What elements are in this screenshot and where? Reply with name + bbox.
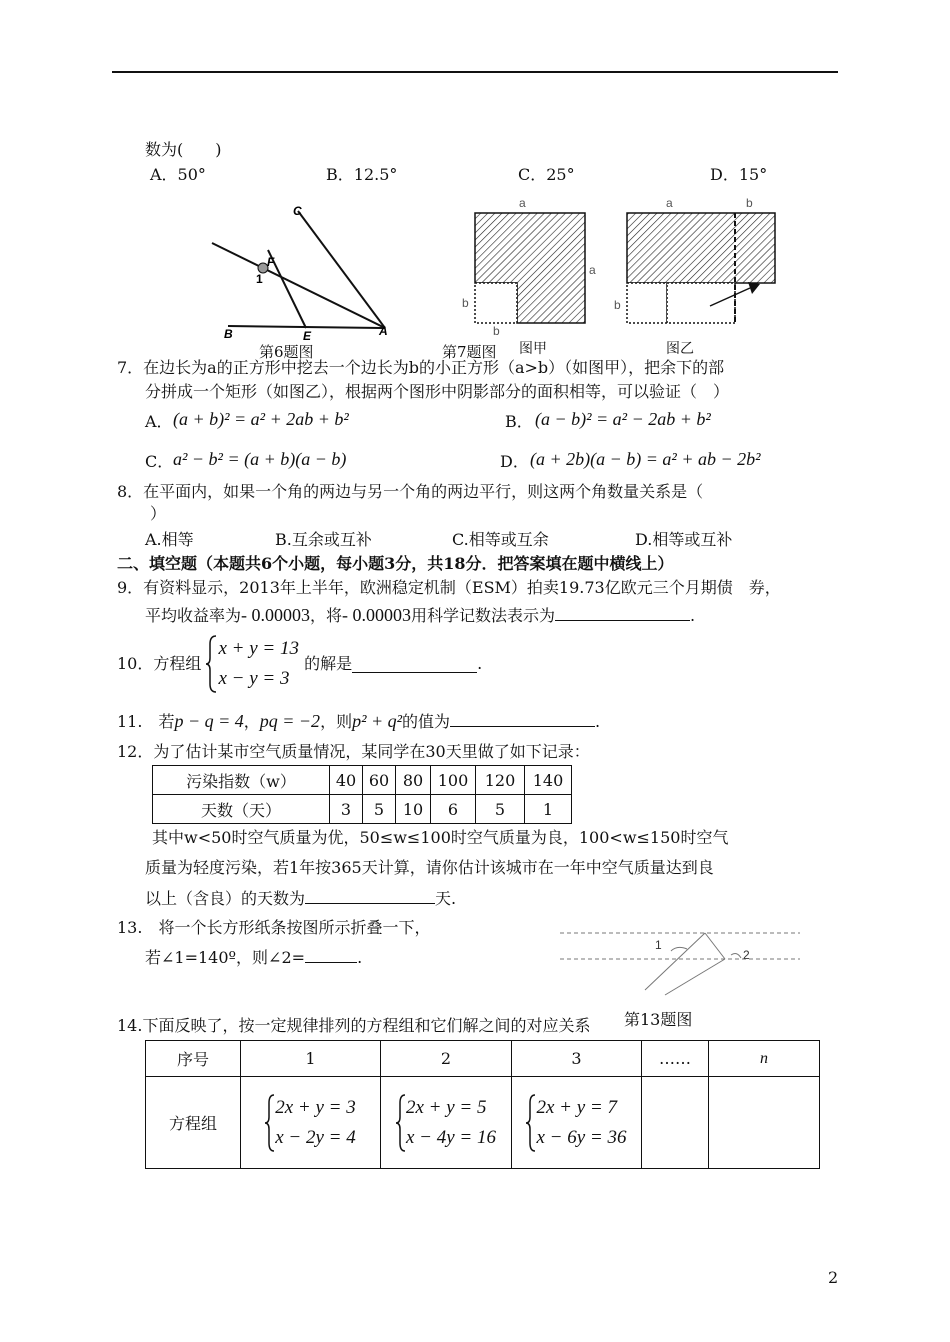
q12-text3 <box>145 887 456 909</box>
q7-option-b-formula: (a − b)² = a² − 2ab + b² <box>535 409 711 429</box>
q9-value-1: - 0.00003 <box>241 605 311 625</box>
q12-cell: 3 <box>330 795 363 824</box>
figure-6 <box>200 198 400 343</box>
fig7-yi-small-square <box>627 283 667 323</box>
q11-expr1: p − q = 4 <box>174 711 244 731</box>
q7-option-a-label: A． <box>145 412 173 431</box>
q7-line1: 7．在边长为a的正方形中挖去一个边长为b的小正方形（a>b）（如图甲），把余下的部 <box>117 358 725 377</box>
q10-system <box>218 634 299 694</box>
figure-13 <box>555 925 805 1005</box>
fig6-label-c: C <box>293 204 302 218</box>
q14-header-row <box>146 1041 820 1077</box>
q10-answer-blank[interactable] <box>352 656 477 673</box>
q12-cell: 6 <box>431 795 476 824</box>
q8-line1: 8．在平面内，如果一个角的两边与另一个角的两边平行，则这两个角数量关系是（ <box>117 482 704 501</box>
q9-text-c: 用科学记数法表示为 <box>411 606 556 625</box>
q10-brace <box>206 634 218 694</box>
fig7-yi-top-rect <box>627 213 775 283</box>
prev-option-c: C．25° <box>518 165 575 184</box>
prev-option-b: B．12.5° <box>326 165 398 184</box>
q11-suffix: 的值为 <box>402 712 451 731</box>
q10-row <box>117 634 482 694</box>
q12-cell: 80 <box>396 766 431 795</box>
figure-7-yi <box>610 196 785 336</box>
q14-sys1-eq1: 2x + y = 3 <box>275 1096 356 1118</box>
q12-header-days: 天数（天） <box>153 795 330 824</box>
fig13-caption: 第13题图 <box>624 1010 693 1029</box>
q14-sys2-eq1: 2x + y = 5 <box>405 1096 487 1118</box>
q11-mid: ，则 <box>320 712 353 731</box>
prev-option-a: A．50° <box>150 165 206 184</box>
q12-cell: 5 <box>363 795 396 824</box>
q12-text2: 质量为轻度污染，若1年按365天计算，请你估计该城市在一年中空气质量达到良 <box>145 858 714 877</box>
fig6-caption: 第6题图 <box>259 343 314 361</box>
fig7-yi-top-a: a <box>666 196 673 210</box>
q9-line2 <box>145 604 695 626</box>
q12-cell: 1 <box>525 795 572 824</box>
prev-question-stem: 数为( ) <box>145 140 222 159</box>
q13-end: . <box>357 948 363 967</box>
q10-end: . <box>477 654 483 673</box>
fig13-fold-2 <box>705 933 725 959</box>
fig7-caption: 第7题图 <box>442 343 497 361</box>
q8-line2: ） <box>150 504 167 523</box>
fig6-label-e: E <box>303 329 312 343</box>
q12-cell: 5 <box>476 795 525 824</box>
q12-text3-main: 以上（含良）的天数为 <box>145 889 306 908</box>
q14-empty-cell <box>709 1077 820 1169</box>
q13-line2-main: 若∠1=140º，则∠2= <box>145 948 306 967</box>
q10-prefix: 10．方程组 <box>117 654 202 673</box>
q10-eq2: x − y = 3 <box>218 668 290 689</box>
q12-cell: 140 <box>525 766 572 795</box>
q14-system-row <box>146 1077 820 1169</box>
q11-expr2: pq = −2 <box>259 711 321 731</box>
prev-option-d: D．15° <box>710 165 768 184</box>
fig13-fold-3 <box>665 959 725 995</box>
fig13-angle1-arc <box>671 947 687 951</box>
q12-intro: 12．为了估计某市空气质量情况，某同学在30天里做了如下记录： <box>117 742 590 761</box>
q14-sys3-eq1: 2x + y = 7 <box>536 1096 617 1118</box>
q14-header-cell: 序号 <box>146 1041 241 1077</box>
q9-answer-blank[interactable] <box>555 604 690 621</box>
q13-line1: 13. 将一个长方形纸条按图所示折叠一下， <box>117 918 431 937</box>
q9-text-b: ，将 <box>310 606 343 625</box>
q11-answer-blank[interactable] <box>450 710 595 727</box>
fig7-jia-label: 图甲 <box>519 340 547 356</box>
q7-option-d-label: D． <box>500 452 529 471</box>
q11-row <box>117 710 600 732</box>
fig7-jia-right-a: a <box>589 263 596 277</box>
q14-header-cell: …… <box>642 1041 709 1077</box>
q14-header-cell: 3 <box>512 1041 642 1077</box>
q14-row-label: 方程组 <box>146 1077 241 1169</box>
fig6-line-ca <box>298 211 385 328</box>
fig6-line-fa <box>212 243 385 328</box>
q14-header-cell: n <box>709 1041 820 1077</box>
fig7-yi-label: 图乙 <box>666 340 694 356</box>
q7-line2: 分拼成一个矩形（如图乙），根据两个图形中阴影部分的面积相等，可以验证（ ） <box>145 382 730 401</box>
q8-option-d: D.相等或互补 <box>635 530 733 549</box>
q7-option-b-label: B． <box>505 412 533 431</box>
fig7-yi-top-b: b <box>746 196 753 210</box>
q12-record-table <box>152 765 572 824</box>
q12-text1: 其中w<50时空气质量为优，50≤w≤100时空气质量为良，100<w≤150时空气 <box>152 828 729 847</box>
q12-cell: 40 <box>330 766 363 795</box>
q11-prefix: 11. 若 <box>117 712 175 731</box>
fig13-angle2-arc <box>731 954 741 958</box>
header-rule <box>112 71 838 73</box>
q14-header-cell: 1 <box>241 1041 381 1077</box>
fig13-label-2: 2 <box>743 948 750 962</box>
fig13-fold-1 <box>645 933 705 990</box>
fig6-label-1: 1 <box>256 272 263 286</box>
q12-header-pollution: 污染指数（w） <box>153 766 330 795</box>
q12-text3-end: 天. <box>435 889 457 908</box>
q13-line2 <box>145 946 362 968</box>
q9-line1: 9．有资料显示，2013年上半年，欧洲稳定机制（ESM）拍卖19.73亿欧元三个月期债 券， <box>117 578 781 597</box>
q14-sys1-eq2: x − 2y = 4 <box>275 1126 356 1148</box>
q12-answer-blank[interactable] <box>305 887 435 904</box>
q14-sys3-eq2: x − 6y = 36 <box>536 1126 627 1148</box>
q14-table <box>145 1040 820 1169</box>
fig6-label-f: F <box>267 255 275 269</box>
fig7-yi-left-b: b <box>614 298 621 312</box>
q12-row-pollution <box>153 766 572 795</box>
q8-option-a: A.相等 <box>145 530 194 549</box>
q11-expr3: p² + q² <box>352 711 403 731</box>
q12-cell: 120 <box>476 766 525 795</box>
section-2-heading: 二、填空题（本题共6个小题，每小题3分，共18分．把答案填在题中横线上） <box>117 554 674 573</box>
q9-end: . <box>690 606 696 625</box>
q14-header-cell: 2 <box>381 1041 512 1077</box>
q10-suffix: 的解是 <box>304 654 353 673</box>
q11-end: . <box>595 712 601 731</box>
q13-answer-blank[interactable] <box>305 946 357 963</box>
q14-system-2 <box>381 1077 512 1169</box>
fig13-label-1: 1 <box>655 938 662 952</box>
page-number: 2 <box>828 1268 839 1287</box>
q10-eq1: x + y = 13 <box>218 638 299 659</box>
q7-option-d-formula: (a + 2b)(a − b) = a² + ab − 2b² <box>530 449 761 469</box>
q9-value-2: - 0.00003 <box>342 605 412 625</box>
q12-cell: 10 <box>396 795 431 824</box>
q12-row-days <box>153 795 572 824</box>
fig6-label-b: B <box>224 327 233 341</box>
q12-cell: 100 <box>431 766 476 795</box>
q7-option-a-formula: (a + b)² = a² + 2ab + b² <box>173 409 349 429</box>
q8-option-b: B.互余或互补 <box>275 530 372 549</box>
fig7-yi-bottom-rect <box>667 283 735 323</box>
q11-sep: ， <box>243 712 260 731</box>
q12-cell: 60 <box>363 766 396 795</box>
q14-empty-cell <box>642 1077 709 1169</box>
fig6-label-a: A <box>379 324 388 338</box>
q14-sys2-eq2: x − 4y = 16 <box>405 1126 496 1148</box>
q8-option-c: C.相等或互余 <box>452 530 549 549</box>
fig7-jia-top-a: a <box>519 196 526 210</box>
q7-option-c-formula: a² − b² = (a + b)(a − b) <box>173 449 347 469</box>
q14-system-1 <box>241 1077 381 1169</box>
figure-7-jia <box>455 196 605 346</box>
fig7-jia-left-b: b <box>462 296 469 310</box>
q14-intro: 14.下面反映了，按一定规律排列的方程组和它们解之间的对应关系 <box>117 1016 591 1035</box>
fig7-jia-bottom-b: b <box>493 324 500 338</box>
q7-option-c-label: C． <box>145 452 174 471</box>
q9-text-a: 平均收益率为 <box>145 606 242 625</box>
fig7-jia-hole <box>475 283 517 323</box>
q14-system-3 <box>512 1077 642 1169</box>
